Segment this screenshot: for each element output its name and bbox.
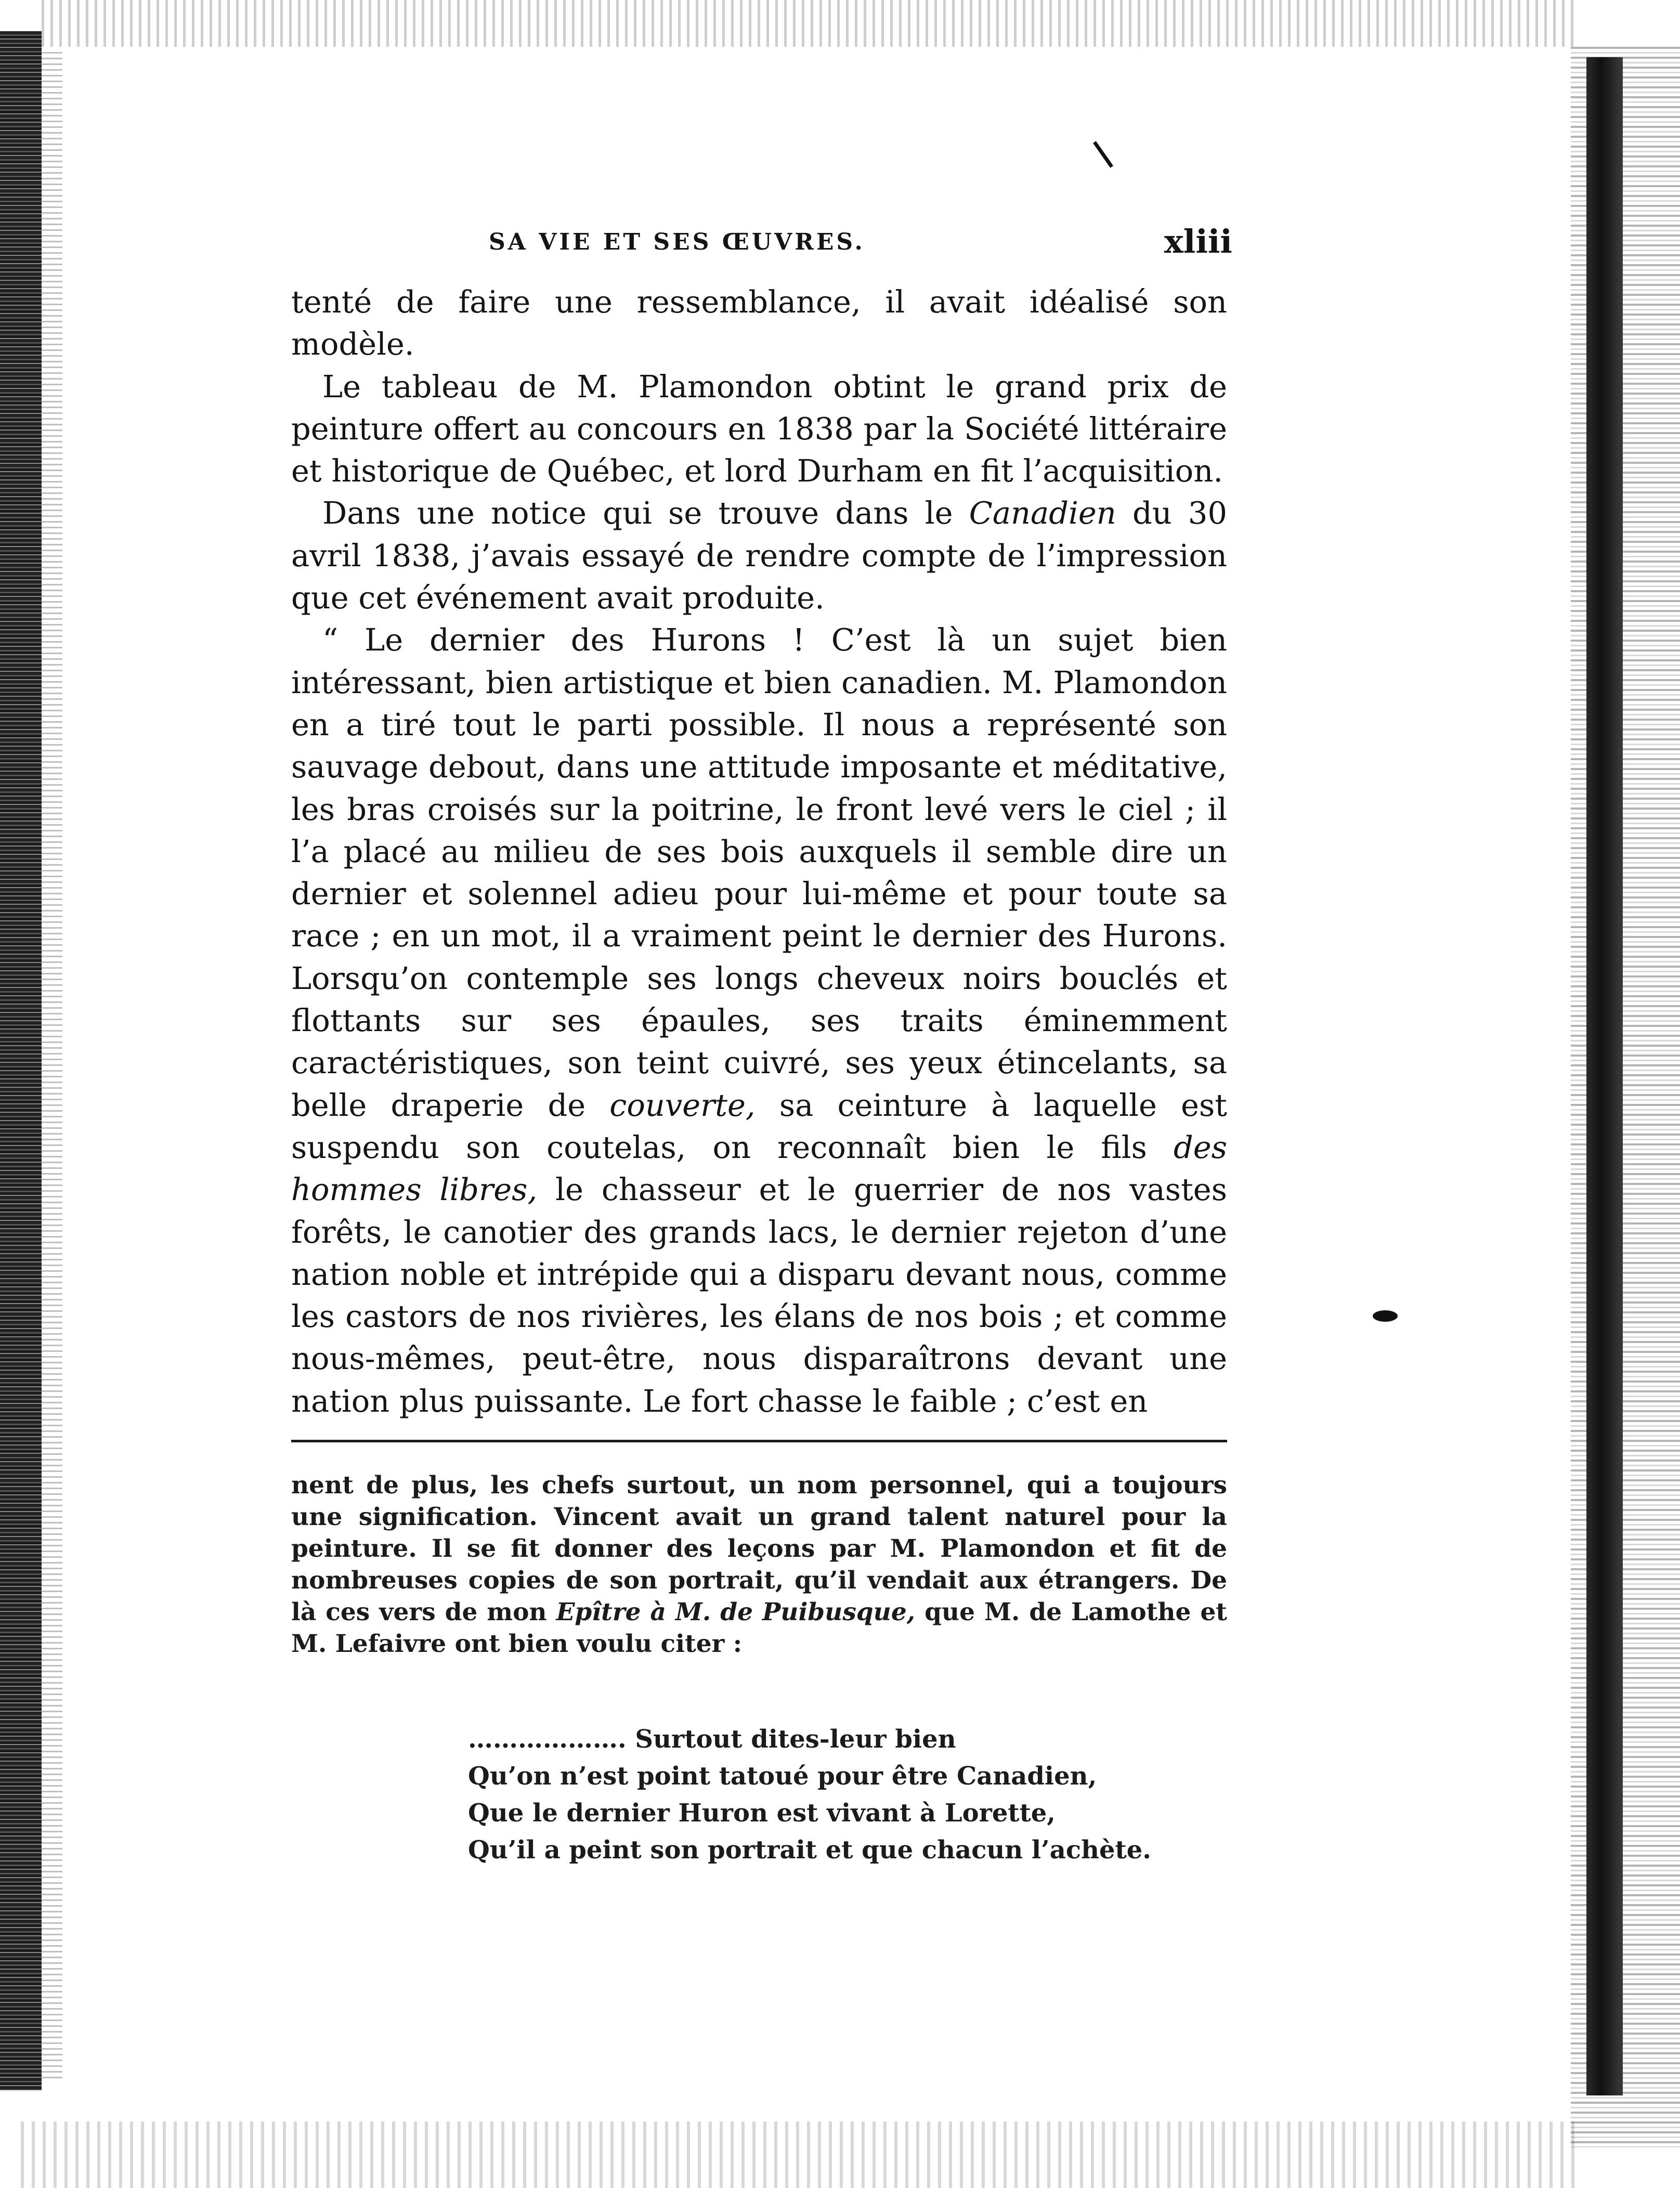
footnote-text-a: nent de plus, les chefs surtout, un nom personnel, qui a toujours une signification. Vincent avait un grand talent naturel pour la peinture. Il se fit donner des leçons par M. Plamondon et fit de nombreuses copies de son portrait, qu’il vendait aux étrangers. De là ces vers de mon <box>291 1471 1227 1627</box>
scan-edge-bottom <box>21 2121 1575 2188</box>
ink-speck <box>1093 141 1113 168</box>
footnote <box>291 1469 1227 1660</box>
paragraph-2: Le tableau de M. Plamondon obtint le grand prix de peinture offert au concours en 1838 par la Société littéraire et historique de Québec, et lord Durham en fit l’acquisition. <box>291 368 1227 489</box>
italic-couverte: couverte, <box>609 1087 756 1123</box>
verse-line: Qu’on n’est point tatoué pour être Canadien, <box>468 1762 1097 1791</box>
page <box>291 218 1232 1869</box>
paragraph-3-text-b: du 30 avril 1838, j’avais essayé de rendre compte de l’impression que cet événement avait produite. <box>291 495 1227 616</box>
running-title: SA VIE ET SES ŒUVRES. <box>489 229 865 255</box>
main-text <box>291 281 1227 1422</box>
paragraph-1: tenté de faire une ressemblance, il avait idéalisé son modèle. <box>291 284 1227 362</box>
quotation-text-a: “ Le dernier des Hurons ! C’est là un sujet bien intéressant, bien artistique et bien canadien. M. Plamondon en a tiré tout le parti possible. Il nous a représenté son sauvage debout, dans une attitude imposante et méditative, les bras croisés sur la poitrine, le front levé vers le ciel ; il l’a placé au milieu de ses bois auxquels il semble dire un dernier et solennel adieu pour lui-même et pour toute sa race ; en un mot, il a vraiment peint le dernier des Hurons. Lorsqu’on contemple ses longs cheveux noirs bouclés et flottants sur ses épaules, ses traits éminemment caractéristiques, son teint cuivré, ses yeux étincelants, sa belle draperie de <box>291 622 1227 1123</box>
quotation-text-c: le chasseur et le guerrier de nos vastes forêts, le canotier des grands lacs, le dernier rejeton d’une nation noble et intrépide qui a disparu devant nous, comme les castors de nos rivières, les élans de nos bois ; et comme nous-mêmes, peut-être, nous disparaîtrons devant une nation plus puissante. Le fort chasse le faible ; c’est en <box>291 1171 1227 1419</box>
italic-epitre: Epître à M. de Puibusque, <box>556 1598 916 1627</box>
verse-line: Qu’il a peint son portrait et que chacun l’achète. <box>468 1835 1151 1865</box>
page-number: xliii <box>1164 223 1232 261</box>
italic-hommes-libres: des hommes libres, <box>291 1129 1227 1208</box>
scan-edge-right-binding <box>1586 57 1623 2095</box>
scan-edge-left-shadow <box>42 52 62 2080</box>
footnote-separator <box>291 1440 1227 1442</box>
paragraph-3 <box>291 492 1227 619</box>
italic-canadien: Canadien <box>969 495 1116 531</box>
paragraph-3-text-a: Dans une notice qui se trouve dans le <box>322 495 969 531</box>
scan-edge-left <box>0 31 42 2090</box>
quotation-text-b: sa ceinture à laquelle est suspendu son coutelas, on reconnaît bien le fils <box>291 1087 1228 1165</box>
scan-edge-top <box>42 0 1575 47</box>
verse-line: ………………. Surtout dites-leur bien <box>468 1725 956 1754</box>
verse-line: Que le dernier Huron est vivant à Lorette, <box>468 1799 1056 1828</box>
running-head <box>291 218 1232 281</box>
verse-quotation <box>468 1721 1227 1869</box>
ink-blot <box>1373 1310 1398 1322</box>
footnote-text-b: que M. de Lamothe et M. Lefaivre ont bien voulu citer : <box>291 1598 1227 1659</box>
paragraph-4-quotation <box>291 619 1227 1422</box>
